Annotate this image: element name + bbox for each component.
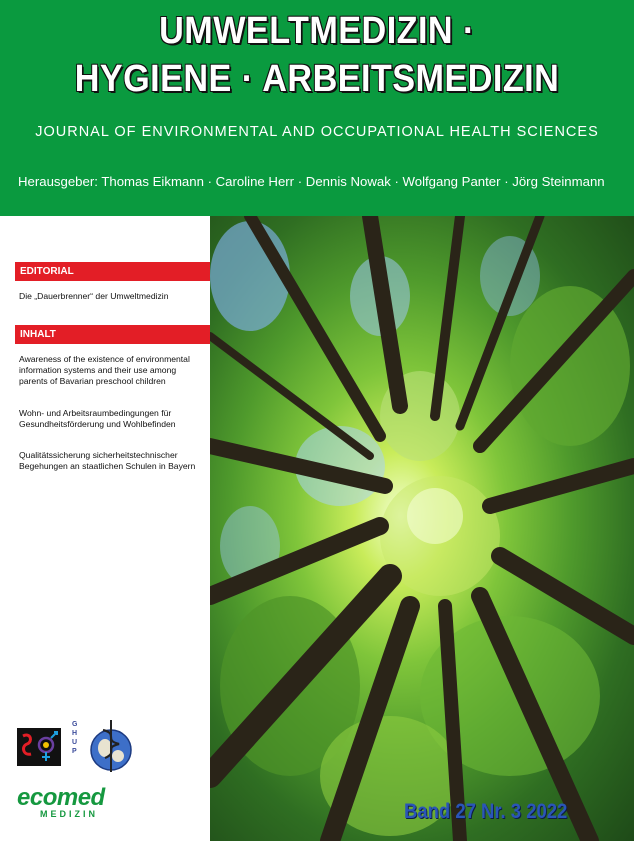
article-3-line-1: Qualitätssicherung sicherheitstechnischer xyxy=(19,450,178,460)
ghup-letter-p: P xyxy=(72,748,77,755)
journal-title-line-1: UMWELTMEDIZIN · xyxy=(159,10,475,52)
cover-photo-forest xyxy=(210,216,634,841)
article-item-1 xyxy=(19,354,207,388)
cover-header xyxy=(0,0,634,216)
ghup-letter-g: G xyxy=(72,721,78,728)
article-item-2 xyxy=(19,408,207,430)
society-logo xyxy=(17,728,61,766)
ghup-emblem xyxy=(88,718,134,774)
journal-subtitle: JOURNAL OF ENVIRONMENTAL AND OCCUPATIONAL HEALTH SCIENCES xyxy=(35,124,599,140)
journal-title-line-2: HYGIENE · ARBEITSMEDIZIN xyxy=(74,58,560,100)
ghup-letter-h: H xyxy=(72,730,78,737)
article-2-line-1: Wohn- und Arbeitsraumbedingungen für xyxy=(19,408,172,418)
publisher-logo: ecomed xyxy=(17,784,105,811)
article-1-line-1: Awareness of the existence of environmental xyxy=(19,354,190,364)
tree-canopy-illustration xyxy=(210,216,634,841)
publisher-tag: MEDIZIN xyxy=(40,809,98,819)
article-3-line-2: Begehungen an staatlichen Schulen in Bayern xyxy=(19,461,196,472)
ghup-letter-u: U xyxy=(72,739,78,746)
article-2-line-2: Gesundheitsförderung und Wohlbefinden xyxy=(19,419,176,430)
article-1-line-3: parents of Bavarian preschool children xyxy=(19,376,166,387)
article-item-3 xyxy=(19,450,207,472)
article-1-line-2: information systems and their use among xyxy=(19,365,177,376)
ghup-letters xyxy=(72,720,77,756)
editorial-item: Die „Dauerbrenner“ der Umweltmedizin xyxy=(19,291,169,301)
editors-line: Herausgeber: Thomas Eikmann · Caroline Herr · Dennis Nowak · Wolfgang Panter · Jörg Steinmann xyxy=(18,174,605,189)
editorial-heading: EDITORIAL xyxy=(15,262,210,281)
issue-label: Band 27 Nr. 3 2022 xyxy=(404,800,568,823)
inhalt-heading: INHALT xyxy=(15,325,210,344)
